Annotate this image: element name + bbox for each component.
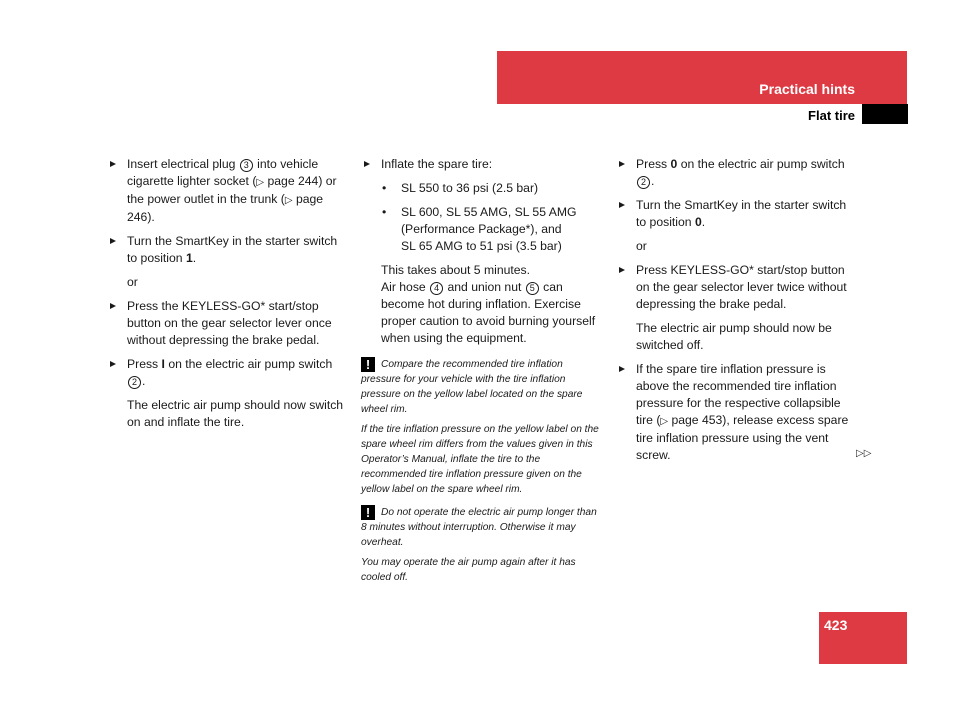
triangle-bullet-icon (619, 267, 625, 273)
pump-on-text: The electric air pump should now switch on and inflate the tire. (127, 398, 344, 429)
triangle-bullet-icon (110, 161, 116, 167)
subsection-title: Flat tire (808, 108, 855, 123)
pump-off-text: The electric air pump should now be switched off. (636, 321, 832, 352)
step-release-pressure: If the spare tire inflation pressure is above the recommended tire inflation pressure for the respective collapsible tire (▷ page 453), release excess spare tire inflation pressure using the vent screw. (616, 361, 858, 464)
column-left (107, 156, 347, 438)
subsection-tab-marker (862, 104, 908, 124)
duration-text: This takes about 5 minutes. (381, 263, 531, 277)
note-overheat: ! Do not operate the electric air pump longer than 8 minutes without interruption. Otherwise it may overheat. You may operate the air pump again after it has cooled off. (361, 505, 601, 585)
callout-number: 3 (240, 159, 253, 172)
continued-marker: ▷▷ (856, 448, 872, 459)
column-middle (361, 156, 601, 591)
hot-warning-text: Air hose 4 and union nut 5 can become hot during inflation. Exercise proper caution to avoid burning yourself when using the equipment. (381, 280, 596, 345)
triangle-bullet-icon (619, 202, 625, 208)
step-inflate-spare: Inflate the spare tire: (361, 156, 601, 173)
note-pressure-differs: If the tire inflation pressure on the yellow label on the spare wheel rim differs from the values given in this Operator’s Manual, inflate the tire to the recommended tire inflation pressure given on the yellow label on the spare wheel rim. (361, 424, 599, 495)
list-item-sl600: • SL 600, SL 55 AMG, SL 55 AMG (Performance Package*), and SL 65 AMG to 51 psi (3.5 bar) (382, 205, 577, 253)
page-reference-triangle-icon: ▷ (256, 177, 265, 188)
triangle-bullet-icon (364, 161, 370, 167)
triangle-bullet-icon (110, 238, 116, 244)
note-compare-pressure: ! Compare the recommended tire inflation pressure for your vehicle with the tire inflation pressure on the yellow label located on the spare wheel rim. If the tire inflation pressure on the yellow label on the spare wheel rim differs from the values given in this Operator’s Manual, inflate the tire to the recommended tire inflation pressure given on the yellow label on the spare wheel rim. (361, 357, 601, 497)
or-text: or (636, 239, 647, 253)
column-right (616, 156, 858, 471)
callout-number: 2 (128, 376, 141, 389)
section-title: Practical hints (759, 81, 855, 97)
triangle-bullet-icon (619, 366, 625, 372)
step-keyless-go-twice: Press KEYLESS-GO* start/stop button on the gear selector lever twice without depressing the brake pedal. (616, 262, 858, 313)
step-turn-smartkey-0: Turn the SmartKey in the starter switch to position 0. (616, 197, 858, 231)
note-cooled-off: You may operate the air pump again after it has cooled off. (361, 557, 576, 583)
callout-number: 4 (430, 282, 443, 295)
page-reference-triangle-icon: ▷ (284, 195, 293, 206)
list-item-sl550: • SL 550 to 36 psi (2.5 bar) (382, 181, 539, 195)
triangle-bullet-icon (110, 303, 116, 309)
warning-exclamation-icon: ! (361, 505, 375, 520)
callout-number: 2 (637, 176, 650, 189)
page-number: 423 (824, 617, 848, 633)
step-insert-plug: Insert electrical plug 3 into vehicle cigarette lighter socket (▷ page 244) or the power outlet in the trunk (▷ page 246). (107, 156, 347, 226)
step-keyless-go: Press the KEYLESS-GO* start/stop button on the gear selector lever once without depressing the brake pedal. (107, 298, 347, 349)
or-text: or (127, 275, 138, 289)
triangle-bullet-icon (110, 361, 116, 367)
step-press-I: Press I on the electric air pump switch 2 . (107, 356, 347, 390)
triangle-bullet-icon (619, 161, 625, 167)
step-press-0: Press 0 on the electric air pump switch 2 . (616, 156, 858, 190)
page-reference-triangle-icon: ▷ (660, 416, 669, 427)
callout-number: 5 (526, 282, 539, 295)
warning-exclamation-icon: ! (361, 357, 375, 372)
step-turn-smartkey: Turn the SmartKey in the starter switch to position 1. (107, 233, 347, 267)
